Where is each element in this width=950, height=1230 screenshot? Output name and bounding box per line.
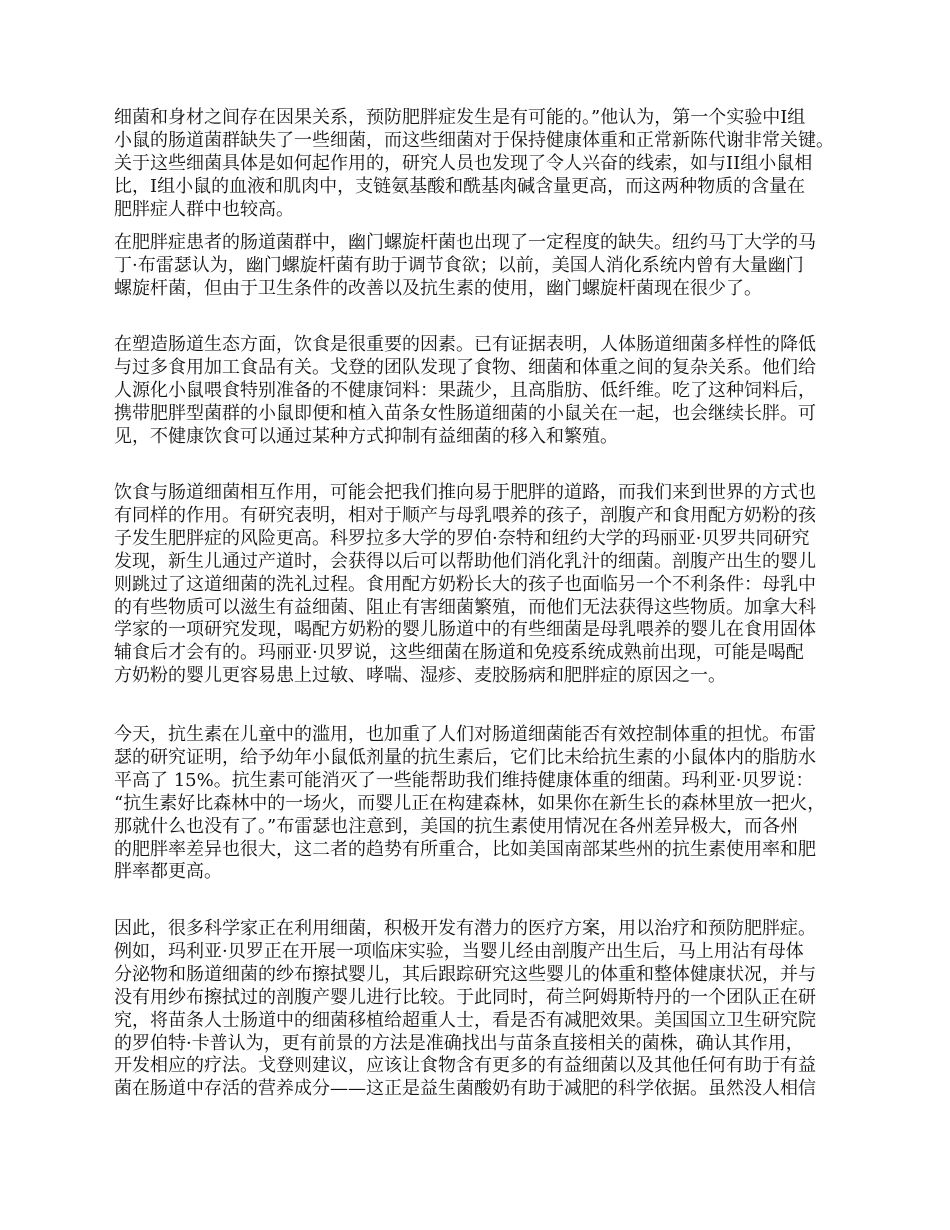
text-line: 人源化小鼠喂食特别准备的不健康饲料：果蔬少，且高脂肪、低纤维。吃了这种饲料后， bbox=[114, 379, 816, 401]
paragraph-birth-and-feeding bbox=[114, 482, 834, 688]
text-line: 螺旋杆菌，但由于卫生条件的改善以及抗生素的使用，幽门螺旋杆菌现在很少了。 bbox=[114, 277, 762, 299]
paragraph-treatments bbox=[114, 918, 834, 1101]
text-line: “抗生素好比森林中的一场火，而婴儿正在构建森林，如果你在新生长的森林里放一把火， bbox=[114, 792, 826, 814]
text-line: 开发相应的疗法。戈登则建议，应该让食物含有更多的有益细菌以及其他任何有助于有益 bbox=[114, 1055, 816, 1077]
text-line: 的罗伯特·卡普认为，更有前景的方法是准确找出与苗条直接相关的菌株，确认其作用， bbox=[114, 1032, 804, 1054]
paragraph-diet-ecology bbox=[114, 334, 834, 449]
text-line: 学家的一项研究发现，喝配方奶粉的婴儿肠道中的有些细菌是母乳喂养的婴儿在食用固体 bbox=[114, 619, 816, 641]
text-line: 肥胖症人群中也较高。 bbox=[114, 198, 294, 220]
text-line: 胖率都更高。 bbox=[114, 861, 222, 883]
text-line: 平高了 15%。抗生素可能消灭了一些能帮助我们维持健康体重的细菌。玛利亚·贝罗说： bbox=[114, 769, 814, 791]
text-line: 比，I组小鼠的血液和肌肉中，支链氨基酸和酰基肉碱含量更高，而这两种物质的含量在 bbox=[114, 175, 806, 197]
text-line: 例如，玛利亚·贝罗正在开展一项临床实验，当婴儿经由剖腹产出生后，马上用沾有母体 bbox=[114, 940, 804, 962]
text-line: 那就什么也没有了。”布雷瑟也注意到，美国的抗生素使用情况在各州差异极大，而各州 bbox=[114, 815, 799, 837]
text-line: 发现，新生儿通过产道时，会获得以后可以帮助他们消化乳汁的细菌。剖腹产出生的婴儿 bbox=[114, 550, 816, 572]
text-line: 子发生肥胖症的风险更高。科罗拉多大学的罗伯·奈特和纽约大学的玛丽亚·贝罗共同研究 bbox=[114, 527, 810, 549]
text-line: 的肥胖率差异也很大，这二者的趋势有所重合，比如美国南部某些州的抗生素使用率和肥 bbox=[114, 838, 816, 860]
text-line: 小鼠的肠道菌群缺失了一些细菌，而这些细菌对于保持健康体重和正常新陈代谢非常关键。 bbox=[114, 129, 834, 151]
paragraph-helicobacter-pylori bbox=[114, 232, 834, 301]
text-line: 方奶粉的婴儿更容易患上过敏、哮喘、湿疹、麦胶肠病和肥胖症的原因之一。 bbox=[114, 665, 726, 687]
text-line: 丁·布雷瑟认为，幽门螺旋杆菌有助于调节食欲；以前，美国人消化系统内曾有大量幽门 bbox=[114, 254, 804, 276]
text-line: 的有些物质可以滋生有益细菌、阻止有害细菌繁殖，而他们无法获得这些物质。加拿大科 bbox=[114, 596, 816, 618]
text-line: 究，将苗条人士肠道中的细菌移植给超重人士，看是否有减肥效果。美国国立卫生研究院 bbox=[114, 1009, 816, 1031]
text-line: 有同样的作用。有研究表明，相对于顺产与母乳喂养的孩子，剖腹产和食用配方奶粉的孩 bbox=[114, 504, 816, 526]
text-line: 菌在肠道中存活的营养成分——这正是益生菌酸奶有助于减肥的科学依据。虽然没人相信 bbox=[114, 1078, 816, 1100]
text-line: 在肥胖症患者的肠道菌群中，幽门螺旋杆菌也出现了一定程度的缺失。纽约马丁大学的马 bbox=[114, 232, 816, 253]
paragraph-antibiotics bbox=[114, 724, 834, 884]
text-line: 没有用纱布擦拭过的剖腹产婴儿进行比较。于此同时，荷兰阿姆斯特丹的一个团队正在研 bbox=[114, 986, 816, 1008]
text-line: 与过多食用加工食品有关。戈登的团队发现了食物、细菌和体重之间的复杂关系。他们给 bbox=[114, 356, 816, 378]
text-line: 关于这些细菌具体是如何起作用的，研究人员也发现了令人兴奋的线索，如与II组小鼠相 bbox=[114, 152, 813, 174]
text-line: 在塑造肠道生态方面，饮食是很重要的因素。已有证据表明，人体肠道细菌多样性的降低 bbox=[114, 334, 816, 355]
text-line: 携带肥胖型菌群的小鼠即便和植入苗条女性肠道细菌的小鼠关在一起，也会继续长胖。可 bbox=[114, 402, 816, 424]
text-line: 瑟的研究证明，给予幼年小鼠低剂量的抗生素后，它们比未给抗生素的小鼠体内的脂肪水 bbox=[114, 746, 816, 768]
text-line: 见，不健康饮食可以通过某种方式抑制有益细菌的移入和繁殖。 bbox=[114, 425, 618, 447]
text-line: 辅食后才会有的。玛丽亚·贝罗说，这些细菌在肠道和免疫系统成熟前出现，可能是喝配 bbox=[114, 642, 804, 664]
text-line: 因此，很多科学家正在利用细菌，积极开发有潜力的医疗方案，用以治疗和预防肥胖症。 bbox=[114, 918, 816, 939]
text-line: 饮食与肠道细菌相互作用，可能会把我们推向易于肥胖的道路，而我们来到世界的方式也 bbox=[114, 482, 816, 503]
text-line: 则跳过了这道细菌的洗礼过程。食用配方奶粉长大的孩子也面临另一个不利条件：母乳中 bbox=[114, 573, 816, 595]
text-line: 今天，抗生素在儿童中的滥用，也加重了人们对肠道细菌能否有效控制体重的担忧。布雷 bbox=[114, 724, 816, 745]
text-line: 细菌和身材之间存在因果关系，预防肥胖症发生是有可能的。”他认为，第一个实验中I组 bbox=[114, 107, 806, 128]
text-line: 分泌物和肠道细菌的纱布擦拭婴儿，其后跟踪研究这些婴儿的体重和整体健康状况，并与 bbox=[114, 963, 816, 985]
paragraph-gut-bacteria-causality bbox=[114, 107, 834, 222]
